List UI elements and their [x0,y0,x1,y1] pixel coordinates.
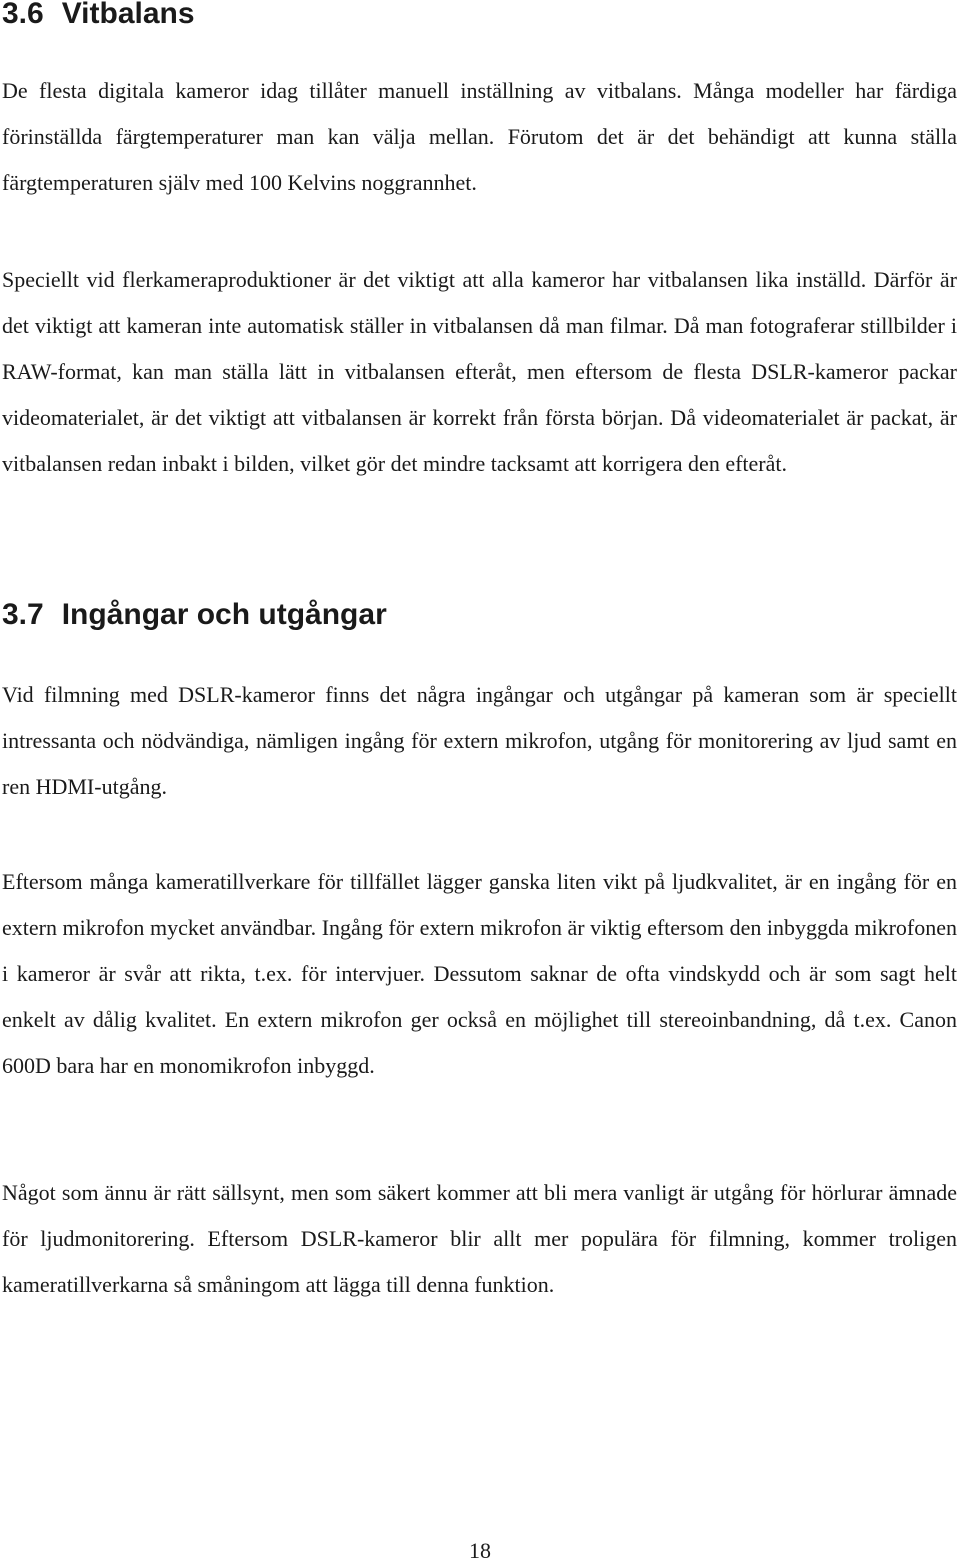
paragraph: De flesta digitala kameror idag tillåter manuell inställning av vitbalans. Många modeller har färdiga förinställda färgtemperaturer man kan välja mellan. Förutom det är det behändigt att kunna ställa färgtemperaturen själv med 100 Kelvins noggrannhet. [2,78,957,195]
paragraph: Vid filmning med DSLR-kameror finns det några ingångar och utgångar på kameran som är speciellt intressanta och nödvändiga, nämligen ingång för extern mikrofon, utgång för monitorering av ljud samt en ren HDMI-utgång. [2,682,957,799]
page-number: 18 [469,1538,491,1563]
section-number: 3.6 [2,0,44,30]
section-number: 3.7 [2,598,44,631]
section-title: Vitbalans [61,0,195,30]
paragraph: Eftersom många kameratillverkare för tillfället lägger ganska liten vikt på ljudkvalitet, är en ingång för en extern mikrofon mycket användbar. Ingång för extern mikrofon är viktig eftersom den inbyggda mikrofonen i kameror är svår att rikta, t.ex. för intervjuer. Dessutom saknar de ofta vindskydd och är som sagt helt enkelt av dålig kvalitet. En extern mikrofon ger också en möjlighet till stereoinbandning, då t.ex. Canon 600D bara har en monomikrofon inbyggd. [2,869,957,1078]
section-heading-3-7 [2,597,387,633]
section-heading-3-6 [2,0,195,32]
section-title: Ingångar och utgångar [61,598,387,631]
paragraph: Speciellt vid flerkameraproduktioner är det viktigt att alla kameror har vitbalansen lika inställd. Därför är det viktigt att kameran inte automatisk ställer in vitbalansen då man filmar. Då man fotograferar stillbilder i RAW-format, kan man ställa lätt in vitbalansen efteråt, men eftersom de flesta DSLR-kameror packar videomaterialet, är det viktigt att vitbalansen är korrekt från första början. Då videomaterialet är packat, är vitbalansen redan inbakt i bilden, vilket gör det mindre tacksamt att korrigera den efteråt. [2,267,957,476]
paragraph: Något som ännu är rätt sällsynt, men som säkert kommer att bli mera vanligt är utgång för hörlurar ämnade för ljudmonitorering. Eftersom DSLR-kameror blir allt mer populära för filmning, kommer troligen kameratillverkarna så småningom att lägga till denna funktion. [2,1180,957,1297]
